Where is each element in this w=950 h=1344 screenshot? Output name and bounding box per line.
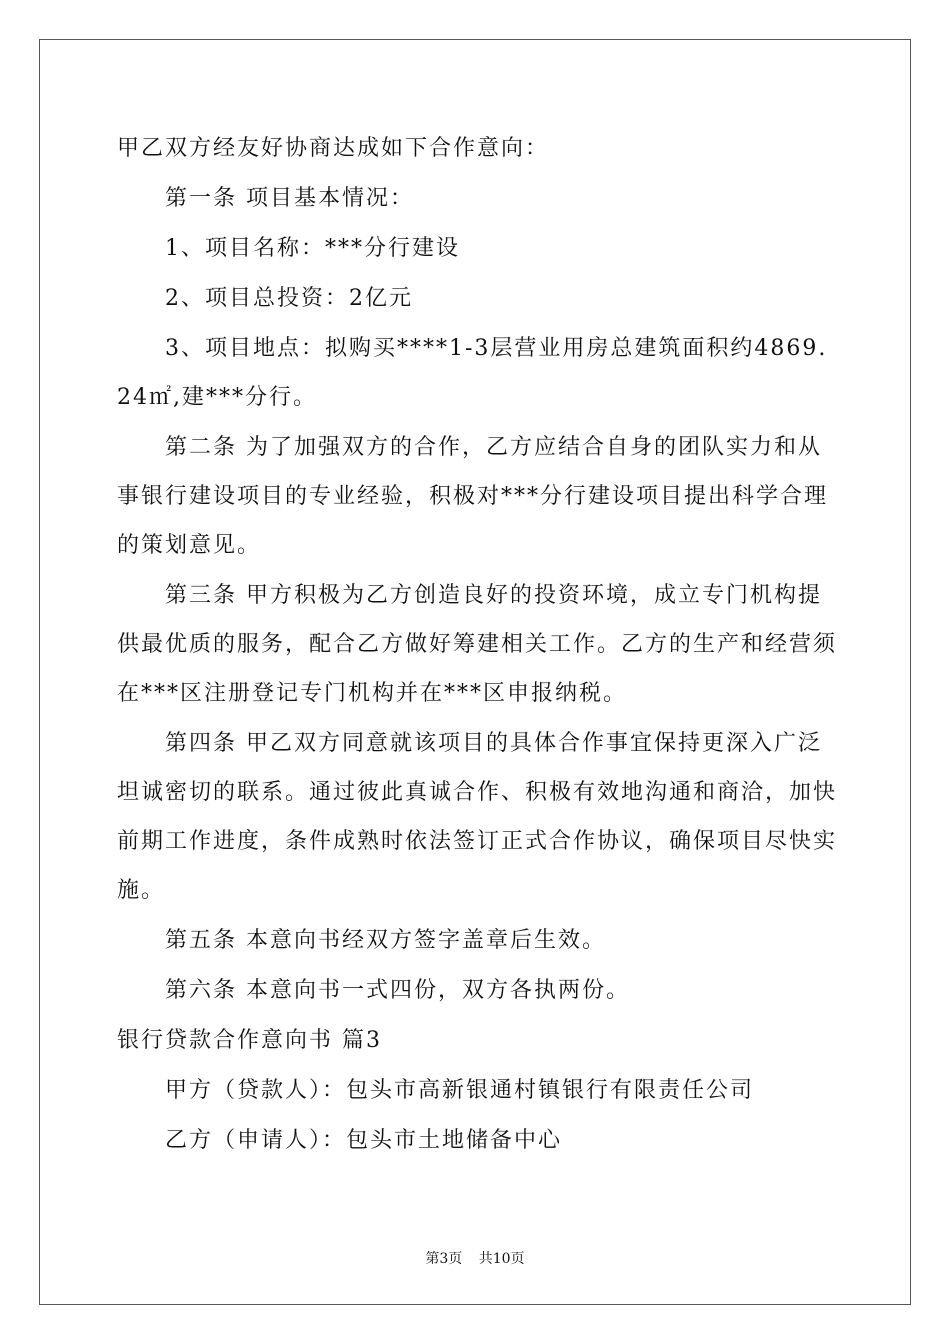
party-b-line: 乙方（申请人）：包头市土地储备中心 — [165, 1128, 563, 1153]
article-2: 第二条 为了加强双方的合作，乙方应结合自身的团队实力和从事银行建设项目的专业经验，积极对***分行建设项目提出科学合理的策划意见。 — [117, 435, 829, 558]
page-footer — [0, 1248, 950, 1268]
document-body — [117, 124, 837, 1165]
paragraph-intro: 甲乙双方经友好协商达成如下合作意向： — [117, 136, 550, 161]
project-name-item: 1、项目名称：***分行建设 — [165, 236, 460, 261]
page-number-total: 共10页 — [478, 1251, 525, 1267]
article-1-heading: 第一条 项目基本情况： — [165, 186, 414, 211]
project-location-item: 3、项目地点：拟购买****1-3层营业用房总建筑面积约4869.24㎡,建***分行。 — [117, 336, 828, 410]
article-6: 第六条 本意向书一式四份，双方各执两份。 — [165, 978, 630, 1003]
section-title: 银行贷款合作意向书 篇3 — [117, 1028, 382, 1053]
article-3: 第三条 甲方积极为乙方创造良好的投资环境，成立专门机构提供最优质的服务，配合乙方做好筹建相关工作。乙方的生产和经营须在***区注册登记专门机构并在***区申报纳税。 — [117, 583, 838, 706]
page-number-current: 第3页 — [425, 1251, 463, 1267]
article-5: 第五条 本意向书经双方签字盖章后生效。 — [165, 928, 606, 953]
party-a-line: 甲方（贷款人）：包头市高新银通村镇银行有限责任公司 — [165, 1078, 755, 1103]
article-4: 第四条 甲乙双方同意就该项目的具体合作事宜保持更深入广泛坦诚密切的联系。通过彼此真诚合作、积极有效地沟通和商洽，加快前期工作进度，条件成熟时依法签订正式合作协议，确保项目尽快实施。 — [117, 731, 838, 903]
project-investment-item: 2、项目总投资：2亿元 — [165, 286, 413, 311]
